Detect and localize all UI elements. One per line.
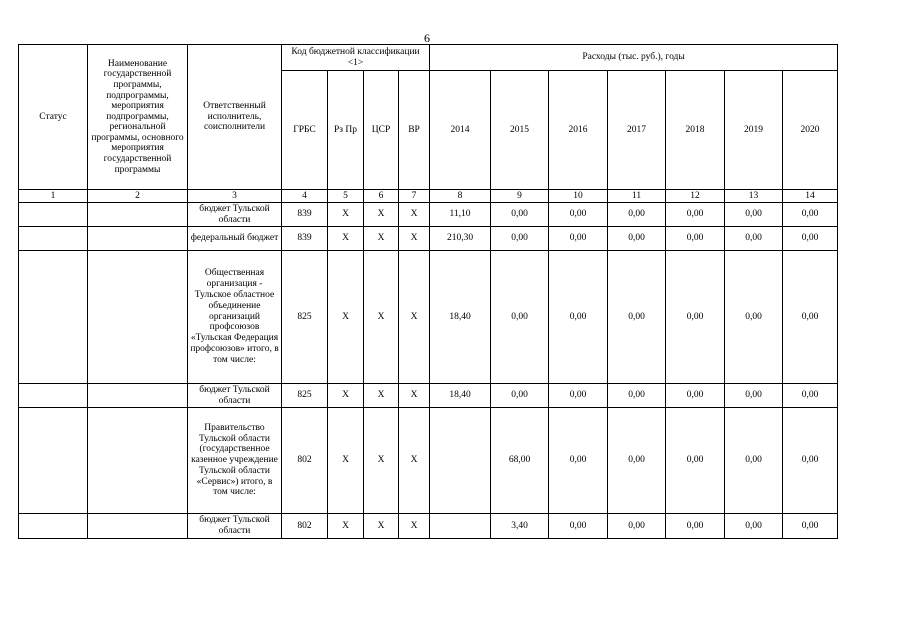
header-year: 2017 <box>608 71 666 190</box>
status-cell <box>19 251 88 384</box>
expense-value-cell: 0,00 <box>608 408 666 514</box>
column-number: 8 <box>430 190 491 203</box>
expense-value-cell: 0,00 <box>783 408 838 514</box>
executor-cell: бюджет Тульской области <box>188 203 282 227</box>
csr-cell: X <box>364 408 399 514</box>
expense-value-cell: 0,00 <box>666 514 725 539</box>
expense-value-cell: 0,00 <box>549 408 608 514</box>
expense-value-cell <box>430 408 491 514</box>
expense-value-cell: 11,10 <box>430 203 491 227</box>
rzpr-cell: X <box>328 227 364 251</box>
expense-value-cell: 0,00 <box>549 514 608 539</box>
expense-value-cell: 0,00 <box>783 514 838 539</box>
rzpr-cell: X <box>328 514 364 539</box>
header-year: 2018 <box>666 71 725 190</box>
grbs-cell: 839 <box>282 227 328 251</box>
status-cell <box>19 227 88 251</box>
status-cell <box>19 514 88 539</box>
expense-value-cell <box>430 514 491 539</box>
expense-value-cell: 0,00 <box>725 203 783 227</box>
expense-value-cell: 0,00 <box>666 251 725 384</box>
grbs-cell: 802 <box>282 408 328 514</box>
csr-cell: X <box>364 203 399 227</box>
column-number: 11 <box>608 190 666 203</box>
expense-value-cell: 0,00 <box>783 384 838 408</box>
expense-value-cell: 0,00 <box>666 227 725 251</box>
expense-value-cell: 0,00 <box>491 227 549 251</box>
header-status: Статус <box>19 45 88 190</box>
table-row <box>19 408 838 514</box>
program-name-cell <box>88 514 188 539</box>
executor-cell: Общественная организация - Тульское областное объединение организаций профсоюзов «Тульская Федерация профсоюзов» итого, в том числе: <box>188 251 282 384</box>
expense-value-cell: 18,40 <box>430 384 491 408</box>
table-row <box>19 203 838 227</box>
header-program-name: Наименование государственной программы, подпрограммы, мероприятия подпрограммы, региональной программы, основного мероприятия государственной программы <box>88 45 188 190</box>
table-row <box>19 251 838 384</box>
program-name-cell <box>88 408 188 514</box>
column-number: 6 <box>364 190 399 203</box>
expense-value-cell: 0,00 <box>608 251 666 384</box>
expense-value-cell: 0,00 <box>549 251 608 384</box>
expense-value-cell: 210,30 <box>430 227 491 251</box>
column-numbers-row <box>19 190 838 203</box>
column-number: 13 <box>725 190 783 203</box>
csr-cell: X <box>364 227 399 251</box>
rzpr-cell: X <box>328 384 364 408</box>
csr-cell: X <box>364 251 399 384</box>
header-year: 2019 <box>725 71 783 190</box>
header-year: 2015 <box>491 71 549 190</box>
vr-cell: X <box>399 408 430 514</box>
rzpr-cell: X <box>328 251 364 384</box>
table-row <box>19 384 838 408</box>
expense-value-cell: 0,00 <box>608 227 666 251</box>
header-year: 2014 <box>430 71 491 190</box>
csr-cell: X <box>364 514 399 539</box>
csr-cell: X <box>364 384 399 408</box>
expense-value-cell: 3,40 <box>491 514 549 539</box>
executor-cell: бюджет Тульской области <box>188 384 282 408</box>
vr-cell: X <box>399 203 430 227</box>
grbs-cell: 802 <box>282 514 328 539</box>
rzpr-cell: X <box>328 408 364 514</box>
expense-value-cell: 0,00 <box>491 251 549 384</box>
grbs-cell: 825 <box>282 384 328 408</box>
header-vr: ВР <box>399 71 430 190</box>
column-number: 7 <box>399 190 430 203</box>
header-year: 2016 <box>549 71 608 190</box>
header-year: 2020 <box>783 71 838 190</box>
status-cell <box>19 203 88 227</box>
vr-cell: X <box>399 384 430 408</box>
expense-value-cell: 0,00 <box>725 514 783 539</box>
expense-value-cell: 68,00 <box>491 408 549 514</box>
status-cell <box>19 384 88 408</box>
header-grbs: ГРБС <box>282 71 328 190</box>
expense-value-cell: 0,00 <box>608 384 666 408</box>
program-name-cell <box>88 251 188 384</box>
column-number: 2 <box>88 190 188 203</box>
expense-value-cell: 0,00 <box>608 514 666 539</box>
column-number: 3 <box>188 190 282 203</box>
expense-value-cell: 0,00 <box>783 203 838 227</box>
expense-value-cell: 0,00 <box>783 227 838 251</box>
executor-cell: Правительство Тульской области (государственное казенное учреждение Тульской области «Сервис») итого, в том числе: <box>188 408 282 514</box>
column-number: 14 <box>783 190 838 203</box>
column-number: 10 <box>549 190 608 203</box>
grbs-cell: 825 <box>282 251 328 384</box>
expense-value-cell: 0,00 <box>666 203 725 227</box>
expense-value-cell: 0,00 <box>608 203 666 227</box>
column-number: 9 <box>491 190 549 203</box>
expense-value-cell: 0,00 <box>783 251 838 384</box>
column-number: 5 <box>328 190 364 203</box>
program-name-cell <box>88 384 188 408</box>
expense-value-cell: 0,00 <box>549 227 608 251</box>
header-budget-code: Код бюджетной классификации <1> <box>282 45 430 71</box>
expense-value-cell: 0,00 <box>549 203 608 227</box>
vr-cell: X <box>399 227 430 251</box>
grbs-cell: 839 <box>282 203 328 227</box>
budget-expenses-table <box>18 44 838 539</box>
expense-value-cell: 0,00 <box>491 203 549 227</box>
header-expenses: Расходы (тыс. руб.), годы <box>430 45 838 71</box>
expense-value-cell: 0,00 <box>666 408 725 514</box>
status-cell <box>19 408 88 514</box>
expense-value-cell: 18,40 <box>430 251 491 384</box>
expense-value-cell: 0,00 <box>725 408 783 514</box>
expense-value-cell: 0,00 <box>725 251 783 384</box>
executor-cell: бюджет Тульской области <box>188 514 282 539</box>
vr-cell: X <box>399 514 430 539</box>
column-number: 12 <box>666 190 725 203</box>
table-row <box>19 227 838 251</box>
header-csr: ЦСР <box>364 71 399 190</box>
page-number: 6 <box>424 31 430 45</box>
expense-value-cell: 0,00 <box>725 227 783 251</box>
expense-value-cell: 0,00 <box>549 384 608 408</box>
column-number: 1 <box>19 190 88 203</box>
header-executor: Ответственный исполнитель, соисполнители <box>188 45 282 190</box>
executor-cell: федеральный бюджет <box>188 227 282 251</box>
rzpr-cell: X <box>328 203 364 227</box>
column-number: 4 <box>282 190 328 203</box>
expense-value-cell: 0,00 <box>666 384 725 408</box>
expense-value-cell: 0,00 <box>491 384 549 408</box>
expense-value-cell: 0,00 <box>725 384 783 408</box>
program-name-cell <box>88 227 188 251</box>
header-rzpr: Рз Пр <box>328 71 364 190</box>
program-name-cell <box>88 203 188 227</box>
vr-cell: X <box>399 251 430 384</box>
table-row <box>19 514 838 539</box>
